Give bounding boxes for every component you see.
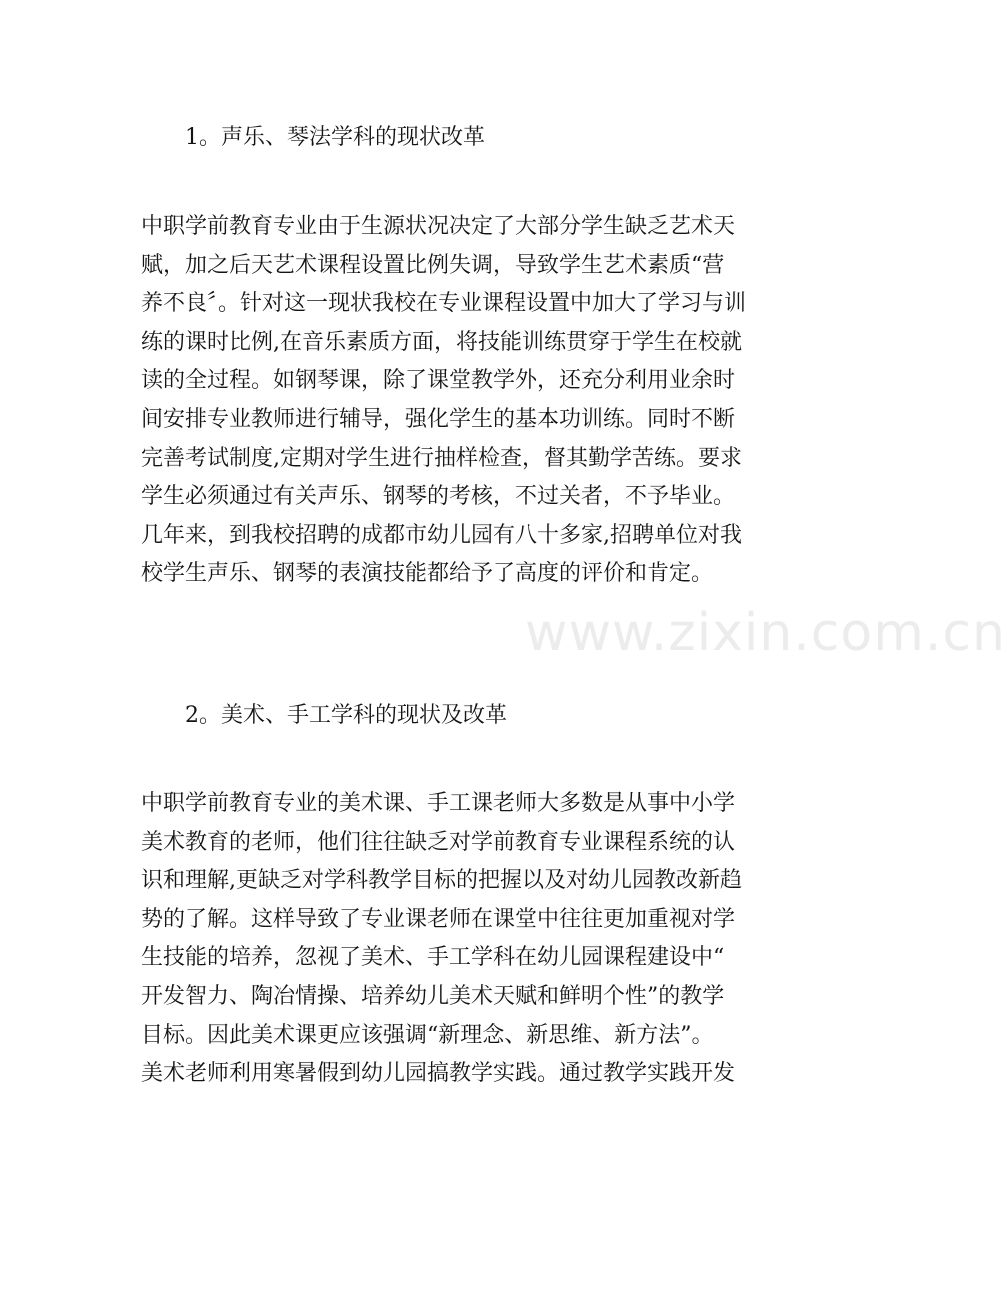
paragraph-line: 学生必须通过有关声乐、钢琴的考核，不过关者，不予毕业。 [141, 484, 736, 510]
paragraph-line: 校学生声乐、钢琴的表演技能都给予了高度的评价和肯定。 [141, 561, 714, 587]
paragraph-line: 几年来，到我校招聘的成都市幼儿园有八十多家,招聘单位对我 [141, 522, 742, 548]
paragraph-line: 美术教育的老师，他们往往缺乏对学前教育专业课程系统的认 [141, 829, 736, 855]
paragraph-line: 势的了解。这样导致了专业课老师在课堂中往往更加重视对学 [141, 906, 736, 932]
watermark: www.zixin.com.cn [525, 603, 1006, 663]
section-paragraph-1 [141, 208, 791, 594]
paragraph-line: 开发智力、陶冶情操、培养幼儿美术天赋和鲜明个性”的教学 [141, 983, 725, 1009]
section-heading-1: 1。声乐、琴法学科的现状改革 [185, 125, 485, 150]
paragraph-line: 中职学前教育专业的美术课、手工课老师大多数是从事中小学 [141, 791, 736, 816]
paragraph-line: 目标。因此美术课更应该强调“新理念、新思维、新方法”。 [141, 1022, 714, 1048]
paragraph-line: 练的课时比例,在音乐素质方面，将技能训练贯穿于学生在校就 [141, 329, 742, 355]
paragraph-line: 中职学前教育专业由于生源状况决定了大部分学生缺乏艺术天 [141, 214, 736, 239]
section-paragraph-2 [141, 785, 791, 1094]
paragraph-line: 识和理解,更缺乏对学科教学目标的把握以及对幼儿园教改新趋 [141, 868, 742, 894]
paragraph-line: 完善考试制度,定期对学生进行抽样检查，督其勤学苦练。要求 [141, 445, 742, 471]
paragraph-line: 间安排专业教师进行辅导，强化学生的基本功训练。同时不断 [141, 406, 736, 432]
paragraph-line: 养不良〞。针对这一现状我校在专业课程设置中加大了学习与训 [141, 291, 747, 317]
paragraph-line: 美术老师利用寒暑假到幼儿园搞教学实践。通过教学实践开发 [141, 1061, 736, 1087]
paragraph-line: 读的全过程。如钢琴课，除了课堂教学外，还充分利用业余时 [141, 368, 736, 394]
section-heading-2: 2。美术、手工学科的现状及改革 [185, 703, 507, 728]
paragraph-line: 赋，加之后天艺术课程设置比例失调，导致学生艺术素质“营 [141, 252, 725, 278]
paragraph-line: 生技能的培养，忽视了美术、手工学科在幼儿园课程建设中“ [141, 945, 725, 971]
